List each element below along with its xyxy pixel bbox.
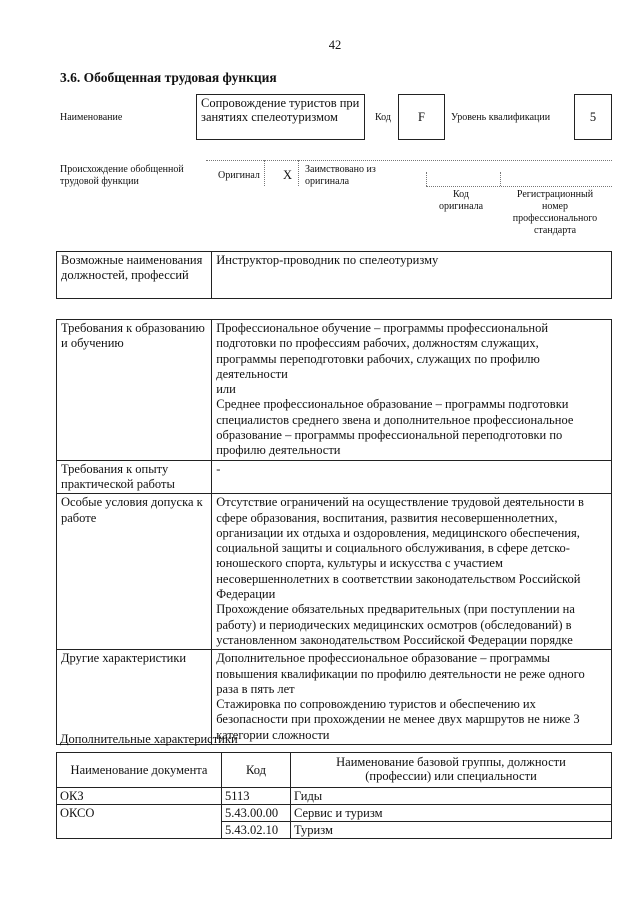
text-line: - bbox=[216, 461, 221, 476]
cell-name: Туризм bbox=[291, 822, 612, 839]
table-row bbox=[57, 788, 612, 805]
original-label: Оригинал bbox=[218, 170, 260, 181]
text-line: повышения квалификации по профилю деятельности не реже одного bbox=[216, 666, 585, 681]
req-label: Требования к образованию и обучению bbox=[57, 320, 212, 461]
text-line: Федерации bbox=[216, 587, 276, 602]
origin-divider-1 bbox=[264, 160, 265, 186]
cell-code: 5113 bbox=[222, 788, 291, 805]
text-line: сфере образования, воспитания, развития несовершеннолетних, bbox=[216, 510, 558, 525]
additional-header-row bbox=[57, 753, 612, 788]
text-line: Прохождение обязательных предварительных (при поступлении на bbox=[216, 602, 575, 617]
positions-value: Инструктор-проводник по спелеотуризму bbox=[212, 252, 612, 299]
text-line: Стажировка по сопровождению туристов и обеспечению их bbox=[216, 697, 536, 712]
additional-table bbox=[56, 752, 612, 839]
name-value-box bbox=[196, 94, 365, 140]
borrowed-label: Заимствовано из оригинала bbox=[305, 164, 376, 187]
text-line: работу) и периодических медицинских осмотров (обследований) в bbox=[216, 617, 572, 632]
page-number: 42 bbox=[328, 38, 342, 52]
text-line: несовершеннолетних в соответствии законодательством Российской bbox=[216, 571, 581, 586]
original-mark: X bbox=[283, 168, 293, 182]
req-row-education bbox=[57, 320, 612, 461]
code-caption: Код оригинала bbox=[438, 189, 484, 212]
origin-bottom-line bbox=[426, 186, 612, 187]
origin-divider-3 bbox=[426, 172, 427, 186]
req-row-other bbox=[57, 650, 612, 745]
cell-code: 5.43.00.00 bbox=[222, 805, 291, 822]
cell-name: Сервис и туризм bbox=[291, 805, 612, 822]
req-label: Другие характеристики bbox=[57, 650, 212, 745]
level-box bbox=[574, 94, 612, 140]
text-line: Дополнительное профессиональное образование – программы bbox=[216, 651, 550, 666]
positions-label: Возможные наименования должностей, профессий bbox=[57, 252, 212, 299]
req-label: Особые условия допуска к работе bbox=[57, 494, 212, 650]
text-line: специалистов среднего звена и дополнительное профессиональное bbox=[216, 412, 574, 427]
section-title: 3.6. Обобщенная трудовая функция bbox=[60, 70, 277, 85]
origin-divider-2 bbox=[298, 160, 299, 186]
text-line: юношеского спорта, культуры и искусства с участием bbox=[216, 556, 503, 571]
level-label: Уровень квалификации bbox=[451, 112, 551, 123]
text-line: организации их отдыха и оздоровления, медицинского обеспечения, bbox=[216, 525, 580, 540]
code-value: F bbox=[418, 109, 425, 124]
cell-document: ОКСО bbox=[57, 805, 222, 839]
text-line: деятельности bbox=[216, 366, 288, 381]
text-line: программы переподготовки рабочих, служащих по профилю bbox=[216, 351, 540, 366]
origin-label: Происхождение обобщенной трудовой функции bbox=[60, 164, 184, 187]
col-header-document: Наименование документа bbox=[57, 753, 222, 788]
origin-divider-4 bbox=[500, 172, 501, 186]
code-box bbox=[398, 94, 445, 140]
additional-title: Дополнительные характеристики bbox=[60, 732, 238, 746]
text-line: образование – программы профессиональной переподготовки по bbox=[216, 428, 563, 443]
text-line: Среднее профессиональное образование – программы подготовки bbox=[216, 397, 569, 412]
name-label: Наименование bbox=[60, 112, 123, 123]
req-value bbox=[212, 494, 612, 650]
text-line: категории сложности bbox=[216, 727, 330, 742]
cell-code: 5.43.02.10 bbox=[222, 822, 291, 839]
req-value bbox=[212, 320, 612, 461]
text-line: социальной защиты и социального обслуживания, в сфере детско- bbox=[216, 541, 570, 556]
text-line: раза в пять лет bbox=[216, 681, 295, 696]
text-line: безопасности при прохождении не менее двух маршрутов не ниже 3 bbox=[216, 712, 580, 727]
origin-top-line bbox=[206, 160, 612, 161]
req-row-experience bbox=[57, 460, 612, 494]
code-label: Код bbox=[375, 112, 391, 123]
req-row-conditions bbox=[57, 494, 612, 650]
col-header-code: Код bbox=[222, 753, 291, 788]
text-line: или bbox=[216, 382, 236, 397]
col-header-name: Наименование базовой группы, должности (профессии) или специальности bbox=[291, 753, 612, 788]
table-row bbox=[57, 805, 612, 822]
text-line: подготовки по профессиям рабочих, должностям служащих, bbox=[216, 336, 539, 351]
level-value: 5 bbox=[589, 109, 597, 124]
req-value bbox=[212, 460, 612, 494]
text-line: Отсутствие ограничений на осуществление трудовой деятельности в bbox=[216, 495, 584, 510]
requirements-table bbox=[56, 319, 612, 745]
cell-name: Гиды bbox=[291, 788, 612, 805]
reg-caption: Регистрационный номер профессионального стандарта bbox=[512, 189, 598, 236]
name-value: Сопровождение туристов при занятиях спелеотуризмом bbox=[201, 96, 360, 124]
req-label: Требования к опыту практической работы bbox=[57, 460, 212, 494]
cell-document: ОКЗ bbox=[57, 788, 222, 805]
req-value bbox=[212, 650, 612, 745]
text-line: установленном законодательством Российской Федерации порядке bbox=[216, 632, 573, 647]
text-line: профилю деятельности bbox=[216, 443, 341, 458]
positions-table bbox=[56, 251, 612, 299]
text-line: Профессиональное обучение – программы профессиональной bbox=[216, 321, 549, 335]
